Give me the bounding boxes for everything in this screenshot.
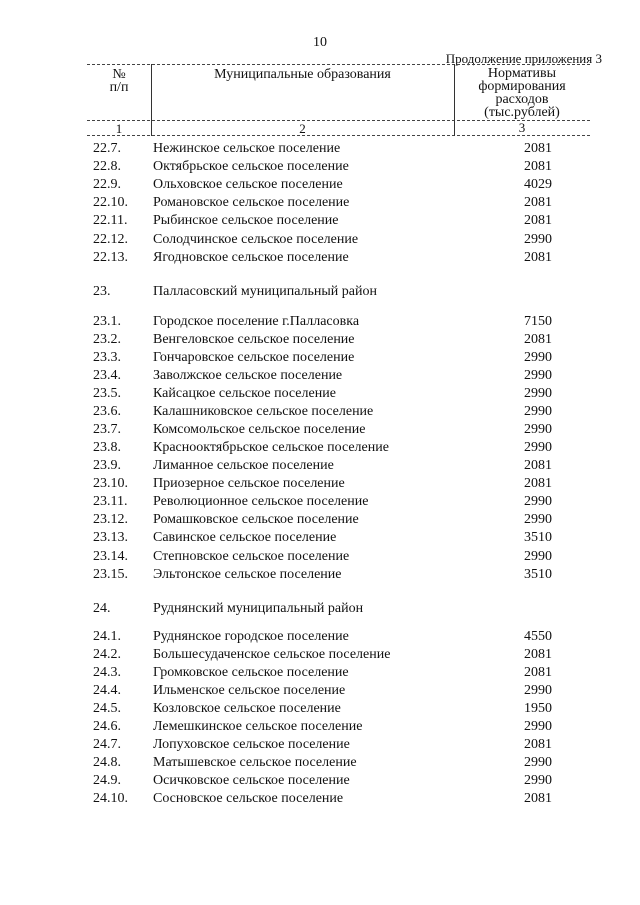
row-name: Громковское сельское поселение	[153, 665, 349, 680]
row-value: 2990	[524, 719, 552, 734]
row-name: Романовское сельское поселение	[153, 195, 350, 210]
row-name: Гончаровское сельское поселение	[153, 350, 355, 365]
row-name: Краснооктябрьское сельское поселение	[153, 440, 389, 455]
row-name: Приозерное сельское поселение	[153, 476, 345, 491]
table-row	[0, 567, 640, 585]
row-name: Савинское сельское поселение	[153, 530, 337, 545]
row-value: 2990	[524, 773, 552, 788]
row-number: 23.2.	[93, 332, 121, 347]
row-value: 2081	[524, 141, 552, 156]
table-row	[0, 719, 640, 737]
row-number: 22.9.	[93, 177, 121, 192]
header-top-rule	[87, 64, 590, 65]
table-row	[0, 195, 640, 213]
table-row	[0, 476, 640, 494]
row-value: 2990	[524, 422, 552, 437]
table-row	[0, 773, 640, 791]
table-row	[0, 458, 640, 476]
table-row	[0, 159, 640, 177]
header-bottom-rule	[87, 135, 590, 136]
row-name: Ромашковское сельское поселение	[153, 512, 359, 527]
table-row	[0, 530, 640, 548]
row-value: 2081	[524, 159, 552, 174]
row-value: 2081	[524, 737, 552, 752]
page-number: 10	[313, 35, 327, 50]
row-number: 22.10.	[93, 195, 128, 210]
row-number: 23.11.	[93, 494, 128, 509]
table-row	[0, 737, 640, 755]
table-row	[0, 314, 640, 332]
column-number-2: 2	[299, 121, 306, 136]
column-number-3: 3	[518, 120, 526, 135]
row-value: 2990	[524, 755, 552, 770]
row-value: 7150	[524, 314, 552, 329]
row-value: 2081	[524, 647, 552, 662]
table-row	[0, 683, 640, 701]
row-value: 2990	[524, 404, 552, 419]
table-row	[0, 701, 640, 719]
table-row	[0, 549, 640, 567]
row-number: 23.9.	[93, 458, 121, 473]
row-name: Революционное сельское поселение	[153, 494, 369, 509]
header-number-col: № п/п	[109, 67, 129, 95]
row-name: Палласовский муниципальный район	[153, 284, 377, 299]
row-name: Комсомольское сельское поселение	[153, 422, 366, 437]
row-name: Октябрьское сельское поселение	[153, 159, 349, 174]
row-number: 24.2.	[93, 647, 121, 662]
row-name: Лиманное сельское поселение	[153, 458, 334, 473]
row-name: Лопуховское сельское поселение	[153, 737, 350, 752]
row-name: Ольховское сельское поселение	[153, 177, 343, 192]
row-value: 2081	[524, 213, 552, 228]
row-name: Заволжское сельское поселение	[153, 368, 343, 383]
row-number: 23.13.	[93, 530, 128, 545]
row-number: 23.10.	[93, 476, 128, 491]
row-value: 2990	[524, 549, 552, 564]
row-number: 24.6.	[93, 719, 121, 734]
table-row	[0, 213, 640, 231]
row-value: 4029	[524, 177, 552, 192]
table-row	[0, 755, 640, 773]
row-number: 24.9.	[93, 773, 121, 788]
row-number: 24.7.	[93, 737, 121, 752]
row-name: Ильменское сельское поселение	[153, 683, 346, 698]
row-number: 23.8.	[93, 440, 121, 455]
row-value: 2990	[524, 494, 552, 509]
row-name: Руднянский муниципальный район	[153, 601, 364, 616]
row-number: 24.1.	[93, 629, 121, 644]
row-number: 24.5.	[93, 701, 121, 716]
row-number: 23.6.	[93, 404, 121, 419]
row-number: 23.4.	[93, 368, 121, 383]
row-value: 2081	[524, 250, 552, 265]
table-row	[0, 791, 640, 809]
row-value: 2081	[524, 476, 552, 491]
row-name: Осичковское сельское поселение	[153, 773, 350, 788]
row-name: Ягодновское сельское поселение	[153, 250, 349, 265]
row-value: 1950	[524, 701, 552, 716]
row-number: 23.12.	[93, 512, 128, 527]
row-value: 2990	[524, 386, 552, 401]
table-row	[0, 647, 640, 665]
row-name: Степновское сельское поселение	[153, 549, 350, 564]
row-value: 2081	[524, 458, 552, 473]
row-value: 3510	[524, 567, 552, 582]
row-name: Калашниковское сельское поселение	[153, 404, 374, 419]
row-value: 4550	[524, 629, 552, 644]
table-row	[0, 250, 640, 268]
row-value: 2990	[524, 512, 552, 527]
row-name: Городское поселение г.Палласовка	[153, 314, 360, 329]
header-norms-col: Нормативы формирования расходов (тыс.рублей)	[478, 66, 566, 120]
row-number: 22.13.	[93, 250, 128, 265]
table-row	[0, 232, 640, 250]
row-number: 24.8.	[93, 755, 121, 770]
row-value: 2990	[524, 683, 552, 698]
row-name: Венгеловское сельское поселение	[153, 332, 355, 347]
row-number: 23.3.	[93, 350, 121, 365]
row-number: 24.4.	[93, 683, 121, 698]
row-value: 2081	[524, 665, 552, 680]
table-row	[0, 350, 640, 368]
column-number-1: 1	[115, 121, 123, 136]
row-number: 23.1.	[93, 314, 121, 329]
row-number: 23.14.	[93, 549, 128, 564]
section-heading-row	[0, 601, 640, 619]
row-name: Эльтонское сельское поселение	[153, 567, 342, 582]
row-name: Рыбинское сельское поселение	[153, 213, 339, 228]
row-number: 24.10.	[93, 791, 128, 806]
table-row	[0, 368, 640, 386]
row-value: 2081	[524, 791, 552, 806]
table-row	[0, 422, 640, 440]
row-number: 22.12.	[93, 232, 128, 247]
row-name: Солодчинское сельское поселение	[153, 232, 359, 247]
table-row	[0, 404, 640, 422]
row-value: 3510	[524, 530, 552, 545]
row-name: Лемешкинское сельское поселение	[153, 719, 363, 734]
row-value: 2081	[524, 332, 552, 347]
row-name: Большесудаченское сельское поселение	[153, 647, 391, 662]
row-number: 23.15.	[93, 567, 128, 582]
row-number: 23.	[93, 284, 111, 299]
row-number: 24.3.	[93, 665, 121, 680]
row-number: 22.7.	[93, 141, 121, 156]
table-row	[0, 629, 640, 647]
row-name: Сосновское сельское поселение	[153, 791, 344, 806]
row-name: Нежинское сельское поселение	[153, 141, 341, 156]
row-name: Кайсацкое сельское поселение	[153, 386, 336, 401]
header-municipalities-col: Муниципальные образования	[214, 67, 391, 82]
table-row	[0, 332, 640, 350]
row-number: 24.	[93, 601, 111, 616]
row-value: 2081	[524, 195, 552, 210]
table-row	[0, 141, 640, 159]
row-number: 23.7.	[93, 422, 121, 437]
row-value: 2990	[524, 232, 552, 247]
row-name: Руднянское городское поселение	[153, 629, 349, 644]
row-value: 2990	[524, 440, 552, 455]
section-heading-row	[0, 284, 640, 302]
row-value: 2990	[524, 350, 552, 365]
row-number: 23.5.	[93, 386, 121, 401]
table-row	[0, 177, 640, 195]
table-header	[87, 64, 590, 136]
row-value: 2990	[524, 368, 552, 383]
table-row	[0, 665, 640, 683]
table-row	[0, 386, 640, 404]
appendix-continuation: Продолжение приложения 3	[445, 51, 602, 66]
row-name: Матышевское сельское поселение	[153, 755, 357, 770]
row-number: 22.11.	[93, 213, 128, 228]
table-row	[0, 512, 640, 530]
table-row	[0, 440, 640, 458]
row-name: Козловское сельское поселение	[153, 701, 341, 716]
table-row	[0, 494, 640, 512]
row-number: 22.8.	[93, 159, 121, 174]
